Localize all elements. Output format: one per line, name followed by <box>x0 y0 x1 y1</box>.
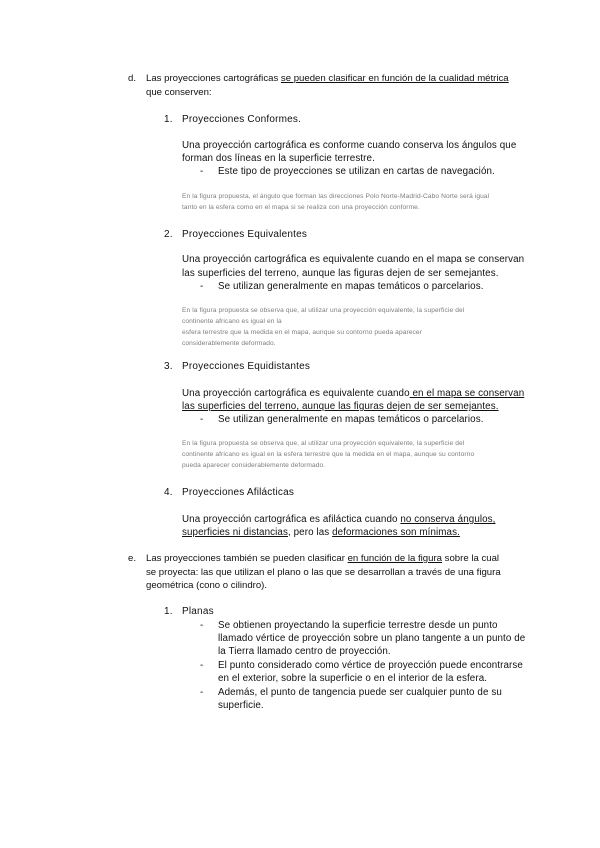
underlined-text: superficies ni distancias <box>182 527 288 538</box>
item-3-paragraph-line-2 <box>182 400 499 413</box>
section-e-line-3: geométrica (cono o cilindro). <box>146 580 268 591</box>
text: Las proyecciones cartográficas <box>146 73 281 84</box>
item-2-paragraph-line-2: las superficies del terreno, aunque las figuras dejen de ser semejantes. <box>182 268 499 279</box>
planas-number: 1. <box>164 606 173 617</box>
item-3-paragraph-line-1 <box>182 387 524 400</box>
planas-bullet-2-line-2: en el exterior, sobre la superficie o en el interior de la esfera. <box>218 673 488 684</box>
bullet-dash: - <box>200 687 204 698</box>
underlined-text: en el mapa se conservan <box>409 388 525 399</box>
underlined-text: deformaciones son mínimas. <box>332 527 460 538</box>
bullet-dash: - <box>200 166 204 177</box>
text: Una proyección cartográfica es equivalente cuando <box>182 388 410 399</box>
text: sobre la cual <box>442 553 500 564</box>
item-1-heading: Proyecciones Conformes. <box>182 114 302 125</box>
list-marker-d: d. <box>128 73 137 84</box>
item-2-paragraph-line-1: Una proyección cartográfica es equivalente cuando en el mapa se conservan <box>182 254 525 265</box>
item-1-note-line-2: tanto en la esfera como en el mapa si se realiza con una proyección conforme. <box>182 204 420 211</box>
item-4-paragraph-line-1 <box>182 513 496 526</box>
item-2-bullet: Se utilizan generalmente en mapas temáticos o parcelarios. <box>218 281 484 292</box>
item-3-note-line-2: continente africano es igual en la esfera terrestre que la medida en el mapa, aunque su contorno <box>182 451 475 458</box>
item-1-paragraph-line-2: forman dos líneas en la superficie terrestre. <box>182 153 375 164</box>
bullet-dash: - <box>200 281 204 292</box>
item-3-bullet: Se utilizan generalmente en mapas temáticos o parcelarios. <box>218 414 484 425</box>
text: Una proyección cartográfica es afiláctica cuando <box>182 514 401 525</box>
item-1-number: 1. <box>164 114 173 125</box>
item-2-note-line-3: esfera terrestre que la medida en el mapa, aunque su contorno pueda aparecer <box>182 329 422 336</box>
planas-bullet-1-line-2: llamado vértice de proyección sobre un plano tangente a un punto de <box>218 633 526 644</box>
item-2-note-line-2: continente africano es igual en la <box>182 318 282 325</box>
item-1-paragraph-line-1: Una proyección cartográfica es conforme cuando conserva los ángulos que <box>182 140 517 151</box>
item-2-number: 2. <box>164 229 173 240</box>
item-3-note-line-3: pueda aparecer considerablemente deformado. <box>182 462 326 469</box>
text: Las proyecciones también se pueden clasificar <box>146 553 348 564</box>
planas-bullet-3-line-2: superficie. <box>218 700 264 711</box>
item-2-heading: Proyecciones Equivalentes <box>182 229 308 240</box>
item-1-bullet: Este tipo de proyecciones se utilizan en cartas de navegación. <box>218 166 495 177</box>
underlined-text: las superficies del terreno, aunque las figuras dejen de ser semejantes. <box>182 401 499 412</box>
section-d-line-2: que conserven: <box>146 87 212 98</box>
planas-bullet-1-line-1: Se obtienen proyectando la superficie terrestre desde un punto <box>218 620 498 631</box>
underlined-text: en función de la figura <box>347 553 442 564</box>
item-2-note-line-1: En la figura propuesta se observa que, al utilizar una proyección equivalente, la superficie del <box>182 307 465 314</box>
item-4-number: 4. <box>164 487 173 498</box>
list-marker-e: e. <box>128 553 137 564</box>
section-e-line-1 <box>146 552 499 565</box>
bullet-dash: - <box>200 620 204 631</box>
bullet-dash: - <box>200 660 204 671</box>
item-1-note-line-1: En la figura propuesta, el ángulo que forman las direcciones Polo Norte-Madrid-Cabo Norte será igual <box>182 193 490 200</box>
text: , pero las <box>287 527 333 538</box>
planas-heading: Planas <box>182 606 214 617</box>
item-4-paragraph-line-2 <box>182 526 460 539</box>
planas-bullet-1-line-3: la Tierra llamado centro de proyección. <box>218 646 391 657</box>
item-3-note-line-1: En la figura propuesta se observa que, al utilizar una proyección equivalente, la superficie del <box>182 440 465 447</box>
item-3-heading: Proyecciones Equidistantes <box>182 361 311 372</box>
underlined-text: se pueden clasificar en función de la cualidad métrica <box>280 73 509 84</box>
planas-bullet-3-line-1: Además, el punto de tangencia puede ser cualquier punto de su <box>218 687 502 698</box>
item-2-note-line-4: considerablemente deformado. <box>182 340 276 347</box>
bullet-dash: - <box>200 414 204 425</box>
item-4-heading: Proyecciones Afilácticas <box>182 487 295 498</box>
planas-bullet-2-line-1: El punto considerado como vértice de proyección puede encontrarse <box>218 660 523 671</box>
section-e-line-2: se proyecta: las que utilizan el plano o las que se desarrollan a través de una figura <box>146 567 501 578</box>
underlined-text: no conserva ángulos, <box>400 514 496 525</box>
section-d-line-1 <box>146 72 509 85</box>
item-3-number: 3. <box>164 361 173 372</box>
